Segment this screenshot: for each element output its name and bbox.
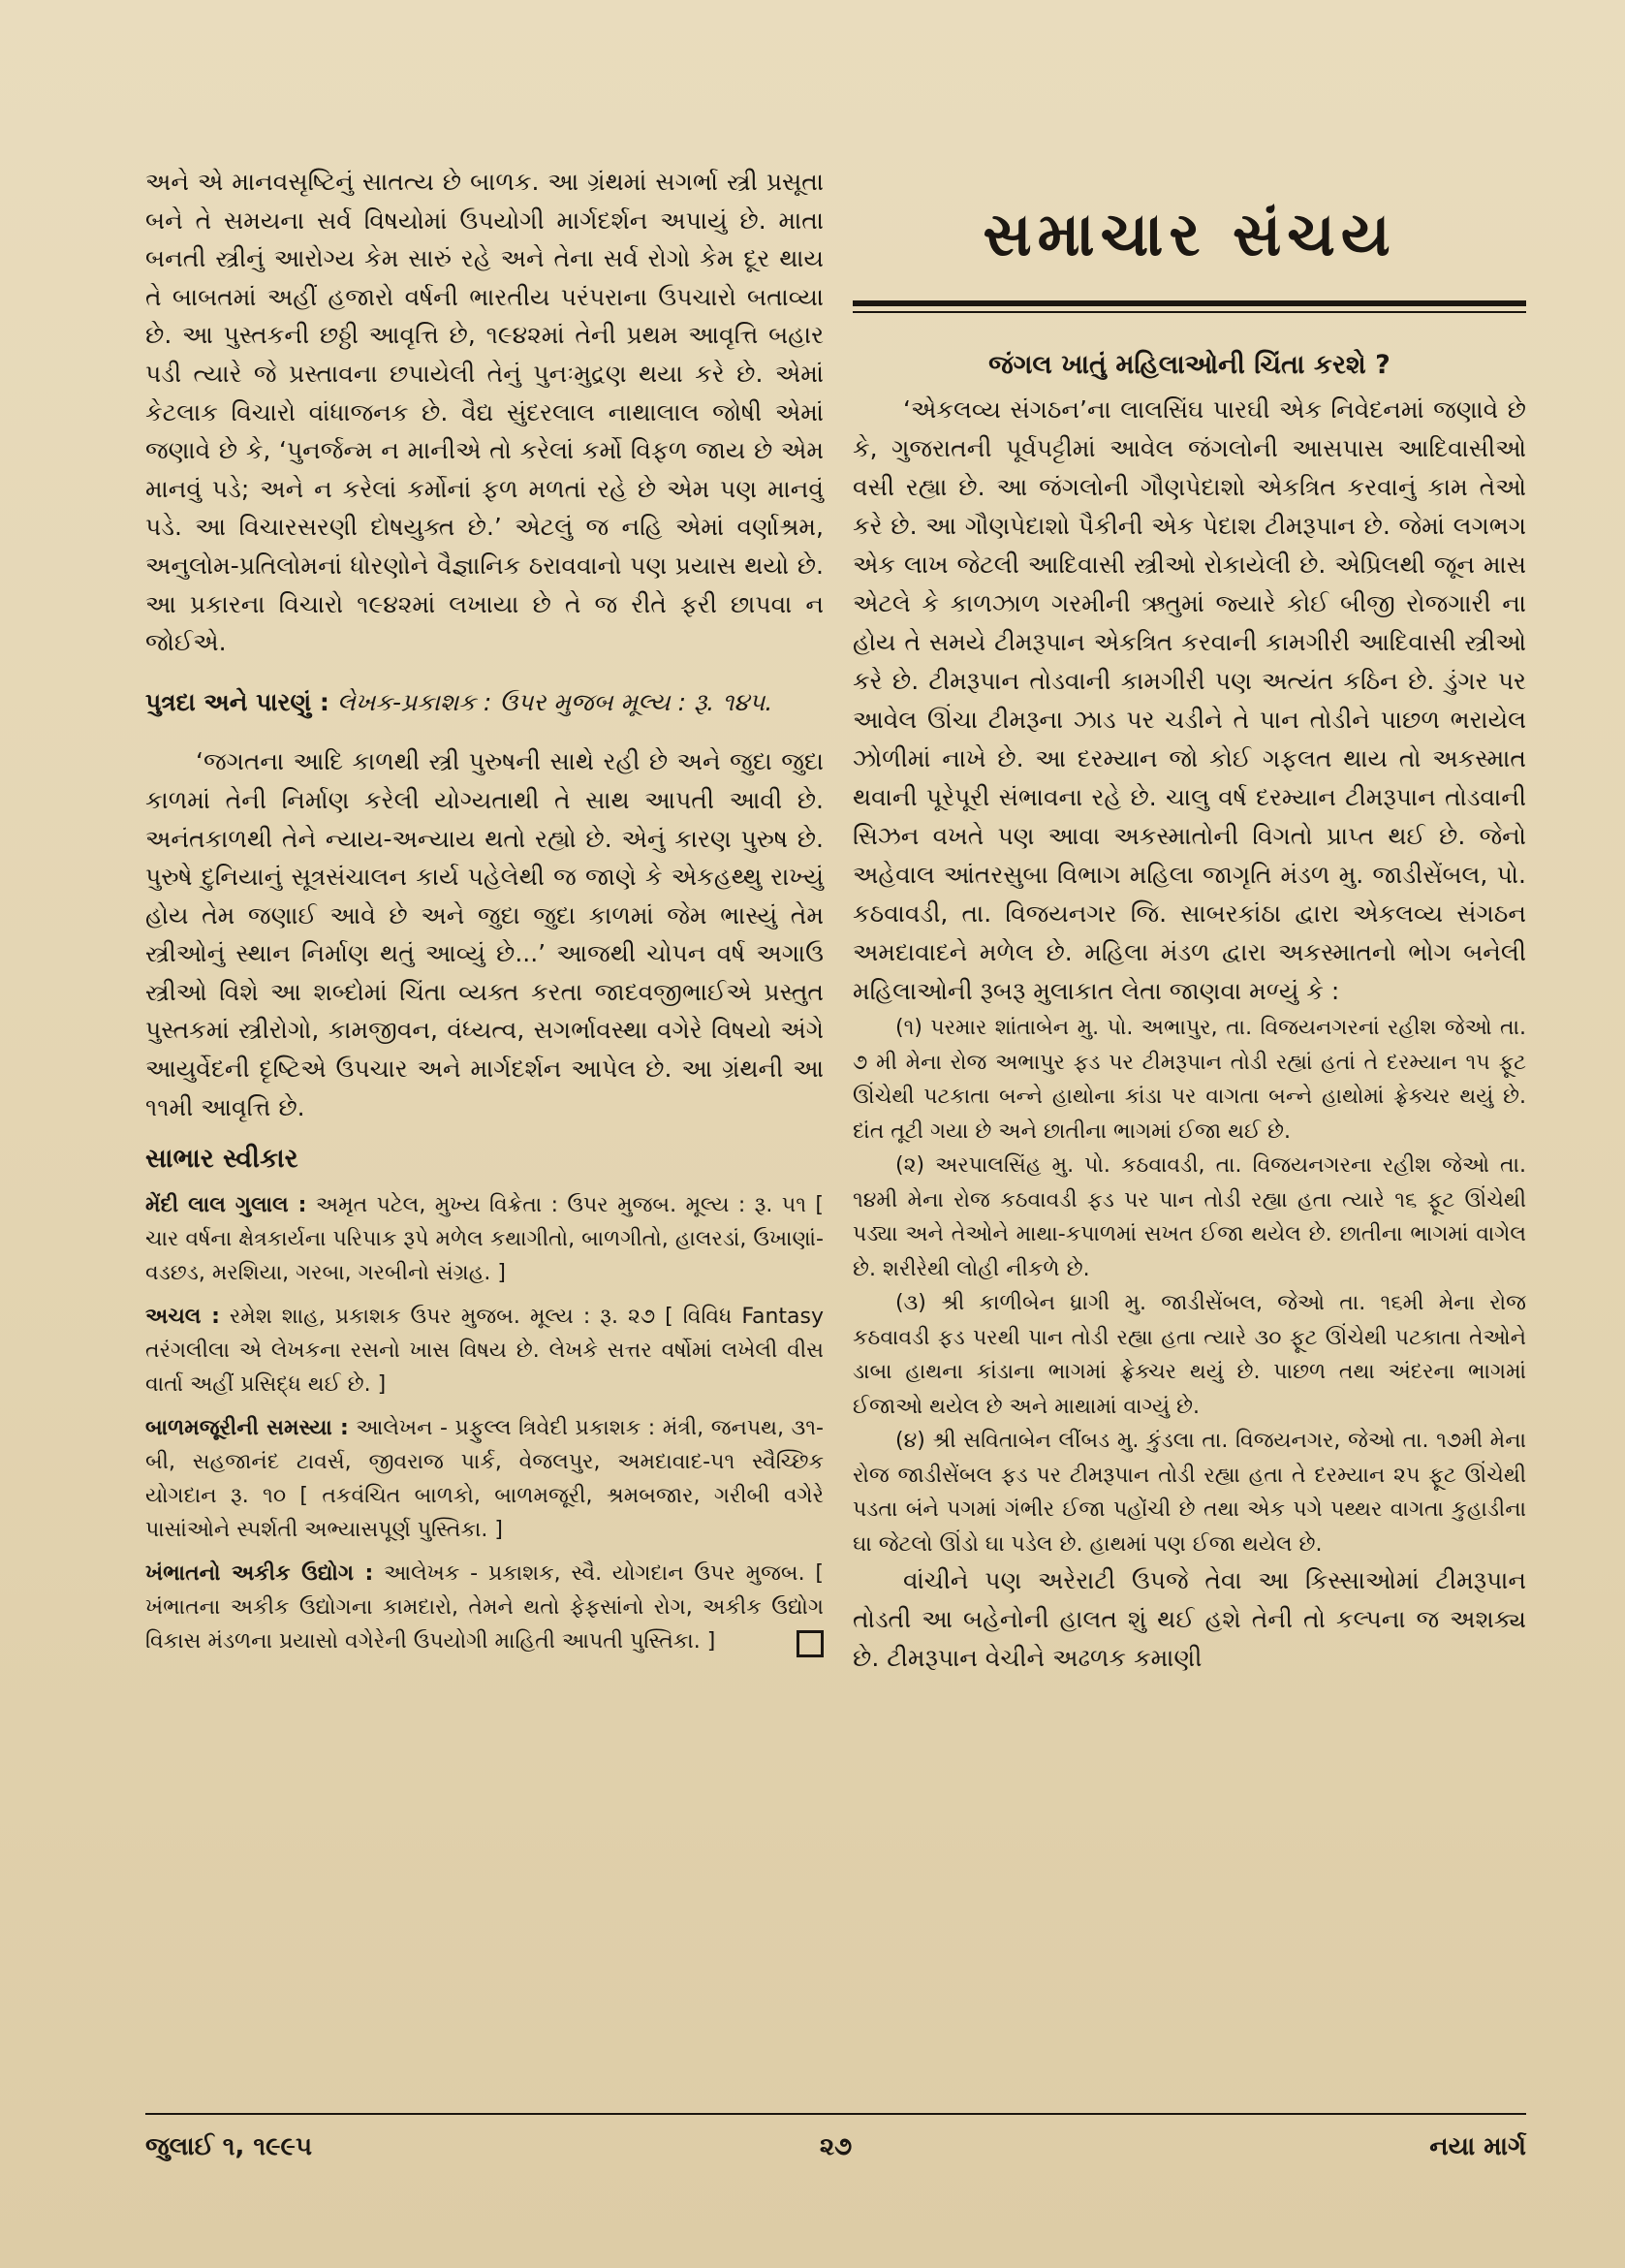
case-item: (૨) અરપાલસિંહ મુ. પો. કઠવાવડી, તા. વિજયનગરના રહીશ જેઓ તા. ૧૪મી મેના રોજ કઠવાવડી ફડ પર પાન તોડી રહ્યા હતા ત્યારે ૧૬ ફૂટ ઊંચેથી પડ્યા અને તેઓને માથા-કપાળમાં સખત ઈજા થયેલ છે. છાતીના ભાગમાં વાગેલ છે. શરીરેથી લોહી નીકળે છે. — [853, 1153, 1526, 1281]
case-item: (૩) શ્રી કાળીબેન ધ્રાગી મુ. જાડીસેંબલ, જેઓ તા. ૧૬મી મેના રોજ કઠવાવડી ફડ પરથી પાન તોડી રહ્યા હતા ત્યારે ૩૦ ફૂટ ઊંચેથી પટકાતા તેઓને ડાબા હાથના કાંડાના ભાગમાં ફ્રેક્ચર થયું છે. પાછળ તથા અંદરના ભાગમાં ઈજાઓ થયેલ છે અને માથામાં વાગ્યું છે. — [853, 1291, 1526, 1419]
ack-text: અમૃત પટેલ, મુખ્ય વિક્રેતા : ઉપર મુજબ. મૂલ્ય : રૂ. ૫૧ [ ચાર વર્ષના ક્ષેત્રકાર્યના પરિપાક રૂપે મળેલ કથાગીતો, બાળગીતો, હાલરડાં, ઉખાણાં-વડછડ, મરશિયા, ગરબા, ગરબીનો સંગ્રહ. ] — [145, 1192, 824, 1285]
book-title: પુત્રદા અને પારણું : — [145, 687, 329, 716]
book-review-text: ‘જગતના આદિ કાળથી સ્ત્રી પુરુષની સાથે રહી છે અને જુદા જુદા કાળમાં તેની નિર્માણ કરેલી યોગ્યતાથી તે સાથ આપતી આવી છે. અનંતકાળથી તેને ન્યાય-અન્યાય થતો રહ્યો છે. એનું કારણ પુરુષ છે. પુરુષે દુનિયાનું સૂત્રસંચાલન કાર્ય પહેલેથી જ જાણે કે એકહથ્થુ રાખ્યું હોય તેમ જણાઈ આવે છે અને જુદા જુદા કાળમાં જેમ ભાસ્યું તેમ સ્ત્રીઓનું સ્થાન નિર્માણ થતું આવ્યું છે...’ આજથી ચોપન વર્ષ અગાઉ સ્ત્રીઓ વિશે આ શબ્દોમાં ચિંતા વ્યક્ત કરતા જાદવજીભાઈએ પ્રસ્તુત પુસ્તકમાં સ્ત્રીરોગો, કામજીવન, વંધ્યત્વ, સગર્ભાવસ્થા વગેરે વિષયો અંગે આયુર્વેદની દૃષ્ટિએ ઉપચાર અને માર્ગદર્શન આપેલ છે. આ ગ્રંથની આ ૧૧મી આવૃત્તિ છે. — [145, 747, 824, 1121]
acknowledgement-heading: સાભાર સ્વીકાર — [145, 1144, 298, 1175]
news-headline: જંગલ ખાતું મહિલાઓની ચિંતા કરશે ? — [988, 350, 1391, 380]
case-item: (૪) શ્રી સવિતાબેન લીંબડ મુ. કુંડલા તા. વિજયનગર, જેઓ તા. ૧૭મી મેના રોજ જાડીસેંબલ ફડ પર ટીમરૂપાન તોડી રહ્યા હતા તે દરમ્યાન ૨૫ ફૂટ ઊંચેથી પડતા બંને પગમાં ગંભીર ઈજા પહોંચી છે તથા એક પગે પથ્થર વાગતા કુહાડીના ઘા જેટલો ઊંડો ઘા પડેલ છે. હાથમાં પણ ઈજા થયેલ છે. — [853, 1429, 1526, 1557]
ack-title: ખંભાતનો અકીક ઉદ્યોગ : — [145, 1560, 374, 1586]
page-footer — [145, 2113, 1526, 2171]
acknowledgement-item — [145, 1188, 824, 1290]
right-column — [853, 184, 1526, 1678]
case-item: (૧) પરમાર શાંતાબેન મુ. પો. અભાપુર, તા. વિજયનગરનાં રહીશ જેઓ તા. ૭ મી મેના રોજ અભાપુર ફડ પર ટીમરૂપાન તોડી રહ્યાં હતાં તે દરમ્યાન ૧૫ ફૂટ ઊંચેથી પટકાતા બન્ને હાથોના કાંડા પર વાગતા બન્ને હાથોમાં ફ્રેક્ચર થયું છે. દાંત તૂટી ગયા છે અને છાતીના ભાગમાં ઈજા થઈ છે. — [853, 1016, 1526, 1144]
case-list — [853, 1011, 1526, 1561]
acknowledgement-list — [145, 1188, 824, 1658]
news-text: વાંચીને પણ અરેરાટી ઉપજે તેવા આ કિસ્સાઓમાં ટીમરૂપાન તોડતી આ બહેનોની હાલત શું થઈ હશે તેની તો કલ્પના જ અશક્ય છે. ટીમરૂપાન વેચીને અઢળક કમાણી — [853, 1566, 1526, 1672]
book-meta: લેખક-પ્રકાશક : ઉપર મુજબ મૂલ્ય : રૂ. ૧૪૫. — [328, 687, 773, 716]
ack-text: આલેખન - પ્રફુલ્લ ત્રિવેદી પ્રકાશક : મંત્રી, જનપથ, ૩૧-બી, સહજાનંદ ટાવર્સ, જીવરાજ પાર્ક, વેજલપુર, અમદાવાદ-૫૧ સ્વૈચ્છિક યોગદાન રૂ. ૧૦ [ તકવંચિત બાળકો, બાળમજૂરી, શ્રમબજાર, ગરીબી વગેરે પાસાંઓને સ્પર્શતી અભ્યાસપૂર્ણ પુસ્તિકા. ] — [145, 1415, 824, 1542]
ack-title: બાળમજૂરીની સમસ્યા : — [145, 1415, 349, 1440]
magazine-name: નયા માર્ગ — [1429, 2132, 1526, 2161]
ack-text: આલેખક - પ્રકાશક, સ્વૈ. યોગદાન ઉપર મુજબ. [ ખંભાતના અકીક ઉદ્યોગના કામદારો, તેમને થતો ફેફસાંનો રોગ, અકીક ઉદ્યોગ વિકાસ મંડળના પ્રયાસો વગેરેની ઉપયોગી માહિતી આપતી પુસ્તિકા. ] — [145, 1560, 824, 1654]
acknowledgement-item — [145, 1300, 824, 1402]
section-masthead: સમાચાર સંચય — [983, 199, 1396, 269]
end-mark-icon — [797, 1630, 824, 1657]
issue-date: જુલાઈ ૧, ૧૯૯૫ — [145, 2132, 313, 2161]
book-review-text: અને એ માનવસૃષ્ટિનું સાતત્ય છે બાળક. આ ગ્રંથમાં સગર્ભા સ્ત્રી પ્રસૂતા બને તે સમયના સર્વ વિષયોમાં ઉપયોગી માર્ગદર્શન અપાયું છે. માતા બનતી સ્ત્રીનું આરોગ્ય કેમ સારું રહે અને તેના સર્વ રોગો કેમ દૂર થાય તે બાબતમાં અહીં હજારો વર્ષની ભારતીય પરંપરાના ઉપચારો બતાવ્યા છે. આ પુસ્તકની છઠ્ઠી આવૃત્તિ છે, ૧૯૪૨માં તેની પ્રથમ આવૃત્તિ બહાર પડી ત્યારે જે પ્રસ્તાવના છપાયેલી તેનું પુનઃમુદ્રણ થયા કરે છે. એમાં કેટલાક વિચારો વાંધાજનક છે. વૈદ્ય સુંદરલાલ નાથાલાલ જોષી એમાં જણાવે છે કે, ‘પુનર્જન્મ ન માનીએ તો કરેલાં કર્મો વિફળ જાય છે એમ માનવું પડે; અને ન કરેલાં કર્મોનાં ફળ મળતાં રહે છે એમ પણ માનવું પડે. આ વિચારસરણી દોષયુક્ત છે.’ એટલું જ નહિ એમાં વર્ણાશ્રમ, અનુલોમ-પ્રતિલોમનાં ધોરણોને વૈજ્ઞાનિક ઠરાવવાનો પણ પ્રયાસ થયો છે. આ પ્રકારના વિચારો ૧૯૪૨માં લખાયા છે તે જ રીતે ફરી છાપવા ન જોઈએ. — [145, 168, 824, 657]
masthead-rule — [853, 300, 1526, 313]
news-text: ‘એકલવ્ય સંગઠન’ના લાલસિંઘ પારઘી એક નિવેદનમાં જણાવે છે કે, ગુજરાતની પૂર્વપટ્ટીમાં આવેલ જંગલોની આસપાસ આદિવાસીઓ વસી રહ્યા છે. આ જંગલોની ગૌણપેદાશો એકત્રિત કરવાનું કામ તેઓ કરે છે. આ ગૌણપેદાશો પૈકીની એક પેદાશ ટીમરૂપાન છે. જેમાં લગભગ એક લાખ જેટલી આદિવાસી સ્ત્રીઓ રોકાયેલી છે. એપ્રિલથી જૂન માસ એટલે કે કાળઝાળ ગરમીની ઋતુમાં જ્યારે કોઈ બીજી રોજગારી ના હોય તે સમયે ટીમરૂપાન એકત્રિત કરવાની કામગીરી આદિવાસી સ્ત્રીઓ કરે છે. ટીમરૂપાન તોડવાની કામગીરી પણ અત્યંત કઠિન છે. ડુંગર પર આવેલ ઊંચા ટીમરૂના ઝાડ પર ચડીને તે પાન તોડીને પાછળ ભરાયેલ ઝોળીમાં નાખે છે. આ દરમ્યાન જો કોઈ ગફલત થાય તો અકસ્માત થવાની પૂરેપૂરી સંભાવના રહે છે. ચાલુ વર્ષ દરમ્યાન ટીમરૂપાન તોડવાની સિઝન વખતે પણ આવા અકસ્માતોની વિગતો પ્રાપ્ત થઈ છે. જેનો અહેવાલ આંતરસુબા વિભાગ મહિલા જાગૃતિ મંડળ મુ. જાડીસેંબલ, પો. કઠવાવડી, તા. વિજયનગર જિ. સાબરકાંઠા દ્વારા એકલવ્ય સંગઠન અમદાવાદને મળેલ છે. મહિલા મંડળ દ્વારા અકસ્માતનો ભોગ બનેલી મહિલાઓની રૂબરૂ મુલાકાત લેતા જાણવા મળ્યું કે : — [853, 395, 1526, 1005]
left-column — [145, 163, 824, 1658]
page-number: ૨૭ — [819, 2132, 853, 2161]
acknowledgement-item — [145, 1557, 824, 1658]
book-entry — [145, 683, 824, 722]
ack-text: રમેશ શાહ, પ્રકાશક ઉપર મુજબ. મૂલ્ય : રૂ. ૨૭ [ વિવિધ Fantasy તરંગલીલા એ લેખકના રસનો ખાસ વિષય છે. લેખકે સત્તર વર્ષોમાં લખેલી વીસ વાર્તા અહીં પ્રસિદ્ધ થઈ છે. ] — [145, 1304, 824, 1397]
ack-title: મેંદી લાલ ગુલાલ : — [145, 1192, 307, 1217]
ack-title: અચલ : — [145, 1304, 220, 1329]
acknowledgement-item — [145, 1411, 824, 1547]
